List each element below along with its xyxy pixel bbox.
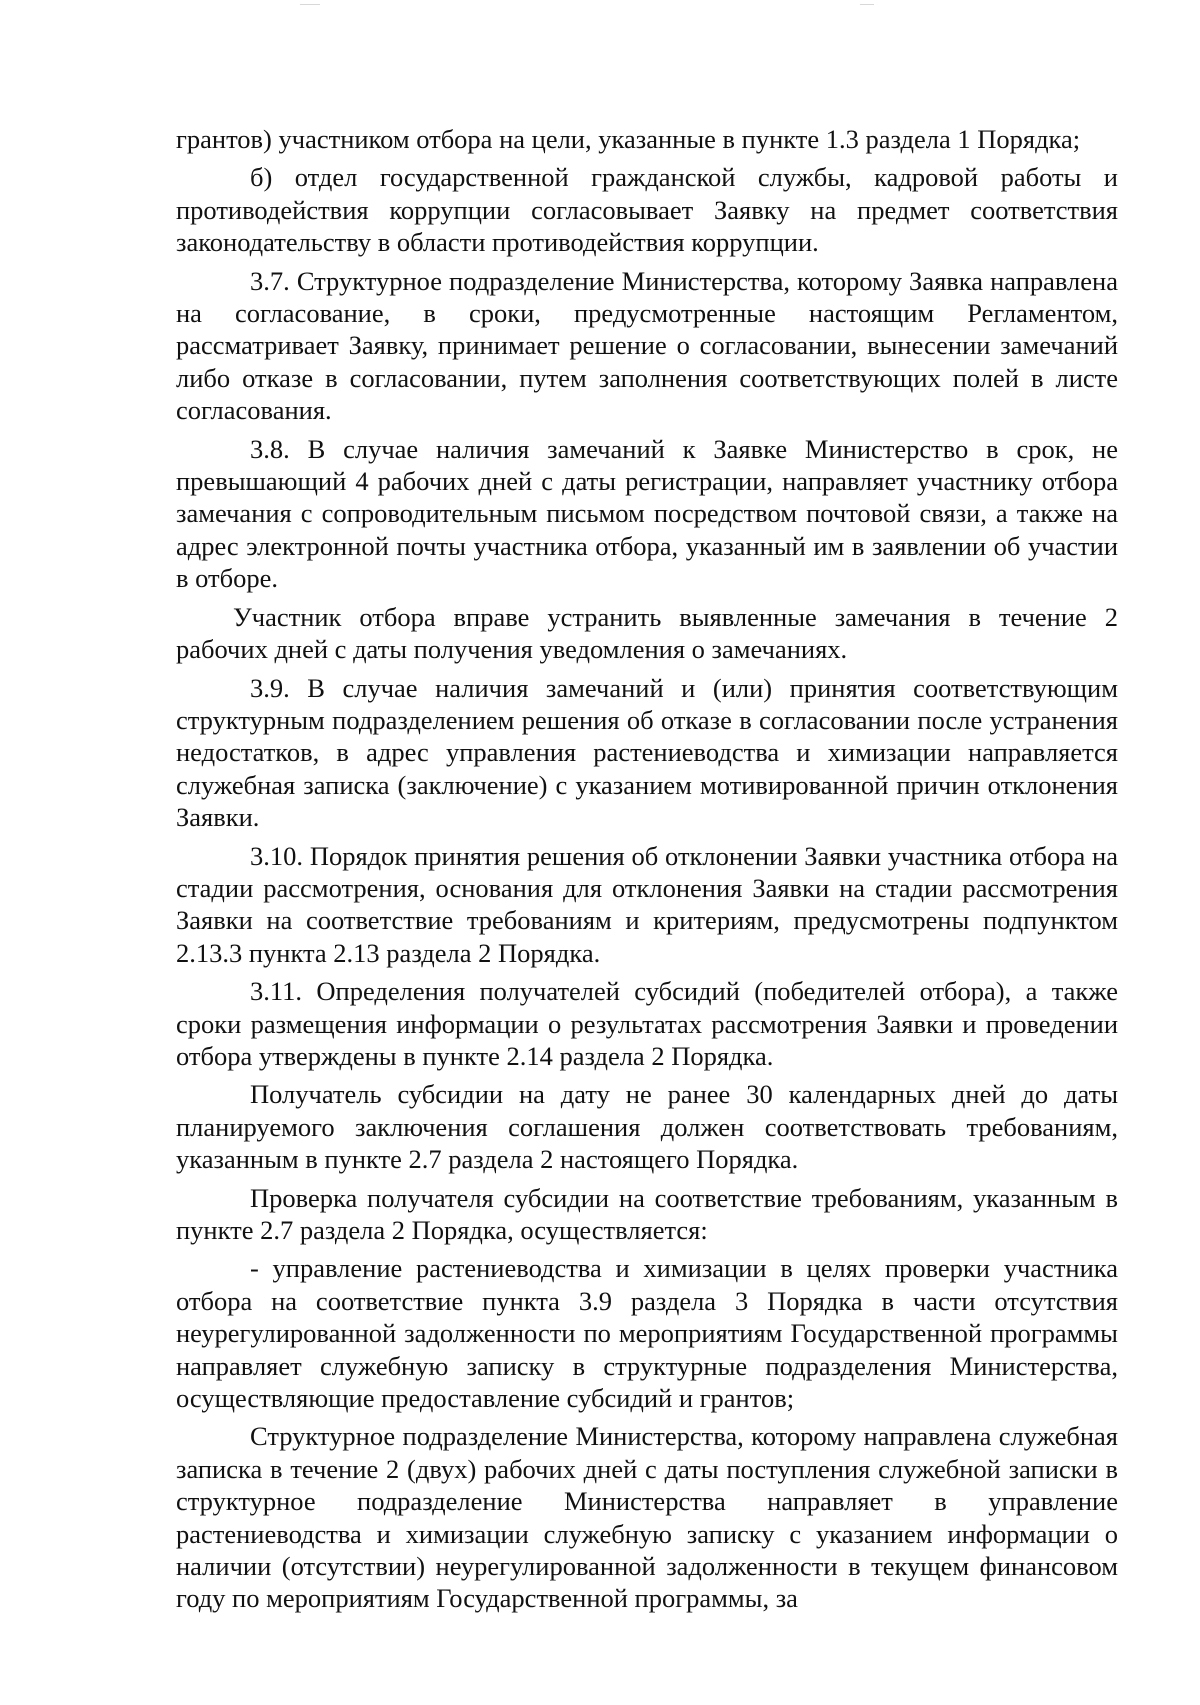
paragraph-3-9: 3.9. В случае наличия замечаний и (или) принятия соответствующим структурным подразделением решения об отказе в согласовании после устранения недостатков, в адрес управления растениеводства и химизации направляется служебная записка (заключение) с указанием мотивированной причин отклонения Заявки. (176, 672, 1118, 833)
scan-artifact-top (300, 4, 320, 5)
scan-artifact-top-right (860, 4, 874, 5)
paragraph-3-10: 3.10. Порядок принятия решения об отклонении Заявки участника отбора на стадии рассмотрения, основания для отклонения Заявки на стадии рассмотрения Заявки на соответствие требованиям и критериям, предусмотрены подпунктом 2.13.3 пункта 2.13 раздела 2 Порядка. (176, 840, 1118, 968)
paragraph-recipient-check: Проверка получателя субсидии на соответствие требованиям, указанным в пункте 2.7 раздела 2 Порядка, осуществляется: (176, 1182, 1118, 1245)
paragraph-recipient-requirements: Получатель субсидии на дату не ранее 30 календарных дней до даты планируемого заключения соглашения должен соответствовать требованиям, указанным в пункте 2.7 раздела 2 настоящего Порядка. (176, 1079, 1118, 1175)
paragraph-structural-unit: Структурное подразделение Министерства, которому направлена служебная записка в течение 2 (двух) рабочих дней с даты поступления служебной записки в структурное подразделение Министерства направляет в управление растениеводства и химизации служебную записку с указанием информации о наличии (отсутствии) неурегулированной задолженности в текущем финансовом году по мероприятиям Государственной программы, за (176, 1421, 1118, 1614)
paragraph-3-7: 3.7. Структурное подразделение Министерства, которому Заявка направлена на согласование, в сроки, предусмотренные настоящим Регламентом, рассматривает Заявку, принимает решение о согласовании, вынесении замечаний либо отказе в согласовании, путем заполнения соответствующих полей в листе согласования. (176, 265, 1118, 426)
paragraph-continuation: грантов) участником отбора на цели, указанные в пункте 1.3 раздела 1 Порядка; (176, 124, 1081, 154)
paragraph-management-check: - управление растениеводства и химизации в целях проверки участника отбора на соответствие пункта 3.9 раздела 3 Порядка в части отсутствия неурегулированной задолженности по мероприятиям Государственной программы направляет служебную записку в структурные подразделения Министерства, осуществляющие предоставление субсидий и грантов; (176, 1253, 1118, 1414)
paragraph-3-8: 3.8. В случае наличия замечаний к Заявке Министерство в срок, не превышающий 4 рабочих дней с даты регистрации, направляет участнику отбора замечания с сопроводительным письмом посредством почтовой связи, а также на адрес электронной почты участника отбора, указанный им в заявлении об участии в отборе. (176, 433, 1118, 594)
paragraph-participant-rights: Участник отбора вправе устранить выявленные замечания в течение 2 рабочих дней с даты получения уведомления о замечаниях. (176, 601, 1118, 665)
paragraph-3-11: 3.11. Определения получателей субсидий (победителей отбора), а также сроки размещения информации о результатах рассмотрения Заявки и проведении отбора утверждены в пункте 2.14 раздела 2 Порядка. (176, 976, 1118, 1071)
paragraph-item-b: б) отдел государственной гражданской службы, кадровой работы и противодействия коррупции согласовывает Заявку на предмет соответствия законодательству в области противодействия коррупции. (176, 162, 1118, 258)
document-body (176, 123, 1118, 1615)
